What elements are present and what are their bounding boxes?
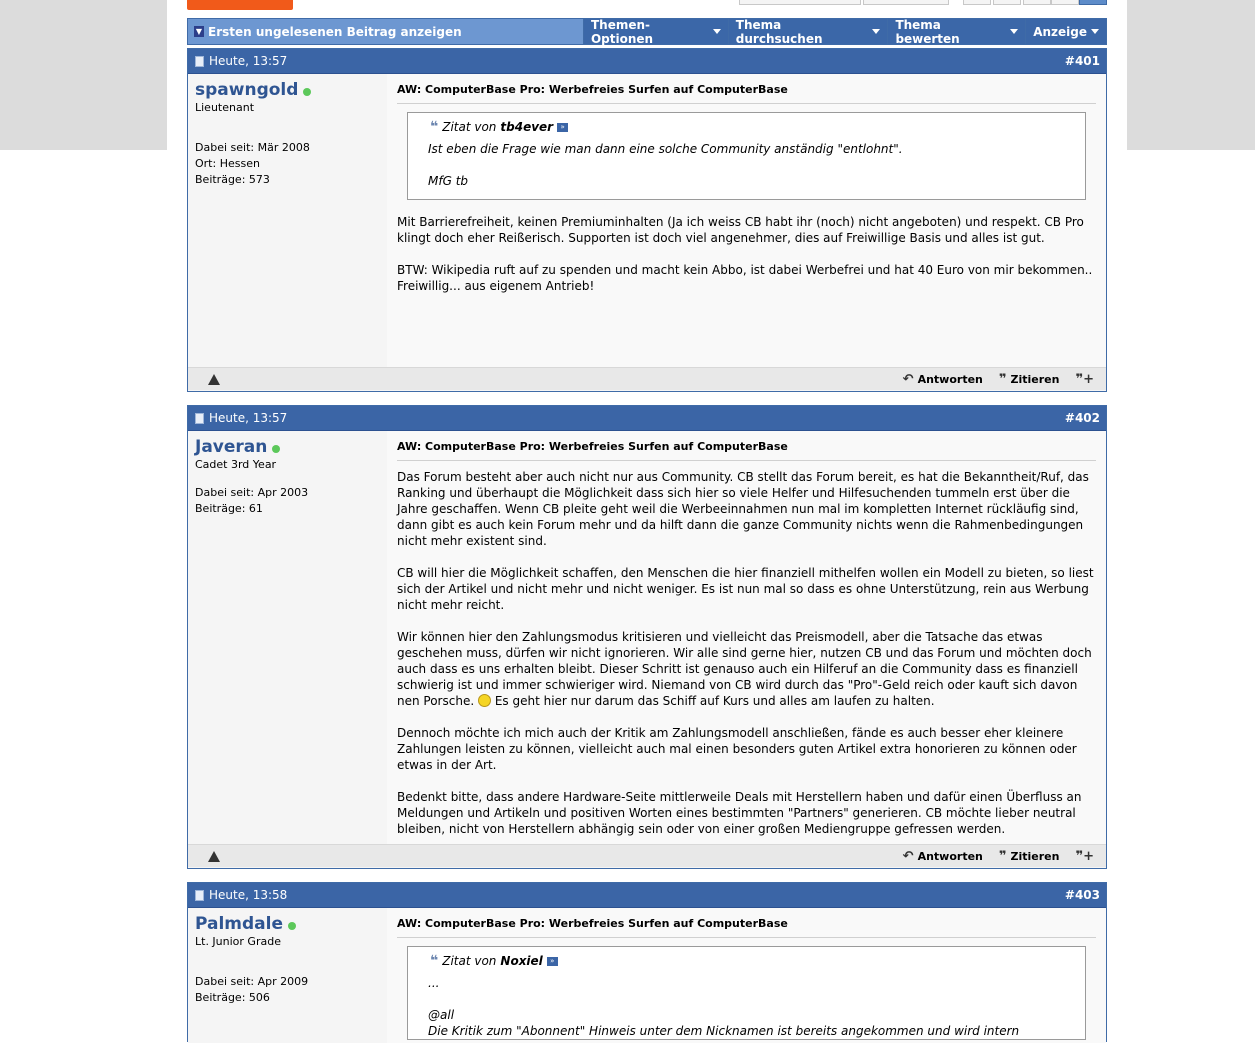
report-warning-icon[interactable] [208,374,220,385]
post-401 [187,48,1107,392]
pager-box[interactable] [863,0,949,5]
post-date: Heute, 13:57 [209,54,288,68]
report-warning-icon[interactable] [208,851,220,862]
user-joined: Dabei seit: Apr 2003 [195,486,309,499]
post-paragraph: BTW: Wikipedia ruft auf zu spenden und macht kein Abbo, ist dabei Werbefrei und hat 40 Euro von mir bekommen.. Freiwillig... aus eigenem Antrieb! [397,263,1093,293]
reply-label: Antworten [917,372,983,386]
post-paragraph: Mit Barrierefreiheit, keinen Premiuminhalten (Ja ich weiss CB habt ihr (noch) nicht angeboten) und respekt. CB Pro klingt doch eher Reißerisch. Supporten ist doch viel angenehmer, dies auf Freiwillige Basis und alles ist gut. [397,215,1084,245]
thread-options-label: Themen-Optionen [590,17,654,46]
user-joined: Dabei seit: Apr 2009 [195,975,309,988]
multi-quote-icon: ❞+ [1075,371,1094,387]
chevron-down-icon [1091,29,1099,34]
quote-text: MfG tb [428,174,469,188]
multi-quote-button[interactable] [1075,849,1094,864]
quote-bubble-icon: ❞ [998,848,1007,864]
pager-box-active[interactable] [1079,0,1107,5]
username-link[interactable]: Javeran [195,437,268,457]
view-post-icon[interactable]: » [557,123,568,132]
reply-button[interactable] [903,849,983,864]
online-status-icon [288,922,296,930]
quote-author: tb4ever [500,120,554,134]
first-unread-label: Ersten ungelesenen Beitrag anzeigen [208,24,462,39]
user-rank: Cadet 3rd Year [195,458,277,471]
multi-quote-icon: ❞+ [1075,848,1094,864]
post-content [387,74,1106,367]
quote-label: Zitieren [1010,849,1060,863]
pager-box[interactable] [993,0,1021,5]
user-rank: Lieutenant [195,101,255,114]
post-header [188,49,1106,74]
post-number-link[interactable]: #401 [1064,54,1100,68]
thread-options-menu[interactable] [584,19,729,44]
post-number-link[interactable]: #402 [1064,411,1100,425]
quote-block [407,112,1086,200]
user-post-count: Beiträge: 506 [195,991,270,1004]
pager-box[interactable] [1051,0,1079,5]
pager-box[interactable] [1023,0,1051,5]
post-footer [188,367,1106,390]
thread-toolbar [187,18,1107,45]
document-icon [195,56,204,67]
quote-block [407,946,1086,1040]
post-number-link[interactable]: #403 [1064,888,1100,902]
pager-box[interactable] [739,0,861,5]
post-title: AW: ComputerBase Pro: Werbefreies Surfen auf ComputerBase [397,439,1096,461]
post-paragraph-text: Es geht hier nur darum das Schiff auf Kurs und alles am laufen zu halten. [494,694,935,708]
quote-text: Ist eben die Frage wie man dann eine solche Community anständig "entlohnt". [428,142,903,156]
reply-label: Antworten [917,849,983,863]
chevron-down-icon [713,29,721,34]
user-post-count: Beiträge: 573 [195,173,270,186]
quote-text: @all [428,1008,455,1022]
post-paragraph: Bedenkt bitte, dass andere Hardware-Seite mittlerweile Deals mit Herstellern haben und dafür einen Überfluss an Meldungen und Artikeln und positiven Worten eines bestimmten "Partners" generieren. CB möchte lieber neutral bleiben, nicht von Herstellern abhängig sein oder von einer großen Mediengruppe gefressen werden. [397,790,1082,836]
post-403 [187,882,1107,1042]
quote-prefix: Zitat von [442,954,497,968]
quote-bubble-icon: ❞ [998,371,1007,387]
post-footer [188,844,1106,867]
display-mode-label: Anzeige [1033,24,1087,39]
page-container [167,0,1127,1037]
post-paragraph [397,629,1096,709]
user-info [188,74,387,367]
online-status-icon [303,88,311,96]
post-header [188,883,1106,908]
post-content [387,431,1106,844]
post-paragraph: Das Forum besteht aber auch nicht nur aus Community. CB stellt das Forum bereit, es hat die Bekanntheit/Ruf, das Ranking und überhaupt die Möglichkeit dass sich hier so viele Helfer und Hilfesuchenden tummeln erst über die Jahre geschaffen. Wenn CB pleite geht weil die Werbeeinnahmen nun mal im kompletten Internet rückläufig sind, dann gibt es auch kein Forum mehr und da hilft dann die ganze Community nichts wenn die Rahmenbedingungen nicht mehr existent sind. [397,470,1089,548]
rate-thread-label: Thema bewerten [895,17,960,46]
reply-button[interactable] [903,372,983,387]
post-header [188,406,1106,431]
user-location: Ort: Hessen [195,157,260,170]
quote-text: ... [428,976,440,990]
reply-thread-button[interactable] [187,0,293,10]
first-unread-link[interactable] [188,19,584,44]
view-post-icon[interactable]: » [547,957,558,966]
search-thread-label: Thema durchsuchen [735,17,823,46]
reply-icon: ↶ [902,371,914,387]
display-mode-menu[interactable] [1026,19,1106,44]
post-date: Heute, 13:58 [209,888,288,902]
username-link[interactable]: Palmdale [195,914,284,934]
user-joined: Dabei seit: Mär 2008 [195,141,310,154]
multi-quote-button[interactable] [1075,372,1094,387]
pager-box[interactable] [963,0,991,5]
post-content [387,908,1106,1043]
user-info [188,431,387,844]
user-rank: Lt. Junior Grade [195,935,281,948]
quote-icon: ❝ [430,119,439,135]
document-icon [195,890,204,901]
user-post-count: Beiträge: 61 [195,502,263,515]
first-unread-icon: ▼ [195,27,203,36]
post-title: AW: ComputerBase Pro: Werbefreies Surfen auf ComputerBase [397,916,1096,938]
post-title: AW: ComputerBase Pro: Werbefreies Surfen auf ComputerBase [397,82,1096,104]
post-date: Heute, 13:57 [209,411,288,425]
quote-icon: ❝ [430,953,439,969]
post-paragraph-text: Wir können hier den Zahlungsmodus kritisieren und vielleicht das Preismodell, aber die Tatsache das etwas geschehen muss, dürfen wir nicht ignorieren. Wir alle sind gerne hier, nutzen CB und das Forum und möchten doch auch dass es uns erhalten bleibt. Dieser Schritt ist genauso auch ein Hilferuf an die Community dass es finanziell schwierig ist und immer schwieriger wird. Niemand von CB wird durch das "Pro"-Geld reich oder kauft sich davon nen Porsche. [397,630,1092,708]
post-paragraph: Dennoch möchte ich mich auch der Kritik am Zahlungsmodell anschließen, fände es auch besser eher kleinere Zahlungen leisten zu können, vielleicht auch mal einen besonders guten Artikel extra honorieren zu können oder etwas in der Art. [397,726,1077,772]
post-paragraph: CB will hier die Möglichkeit schaffen, den Menschen die hier finanziell mithelfen wollen ein Modell zu bieten, so liest sich der Artikel und nicht mehr und nicht weniger. Es ist nun mal so dass es ohne Unterstützung, rein aus Werbung nicht mehr reicht. [397,566,1094,612]
chevron-down-icon [872,29,880,34]
smiley-icon [478,694,491,707]
search-thread-menu[interactable] [729,19,889,44]
username-link[interactable]: spawngold [195,80,299,100]
quote-prefix: Zitat von [442,120,497,134]
quote-author: Noxiel [500,954,543,968]
rate-thread-menu[interactable] [888,19,1026,44]
quote-button[interactable] [999,372,1060,387]
post-402 [187,405,1107,869]
user-info [188,908,387,1043]
quote-button[interactable] [999,849,1060,864]
online-status-icon [272,445,280,453]
quote-text: Die Kritik zum "Abonnent" Hinweis unter dem Nicknamen ist bereits angekommen und wird intern [428,1024,1020,1038]
chevron-down-icon [1010,29,1018,34]
quote-label: Zitieren [1010,372,1060,386]
reply-icon: ↶ [902,848,914,864]
document-icon [195,413,204,424]
